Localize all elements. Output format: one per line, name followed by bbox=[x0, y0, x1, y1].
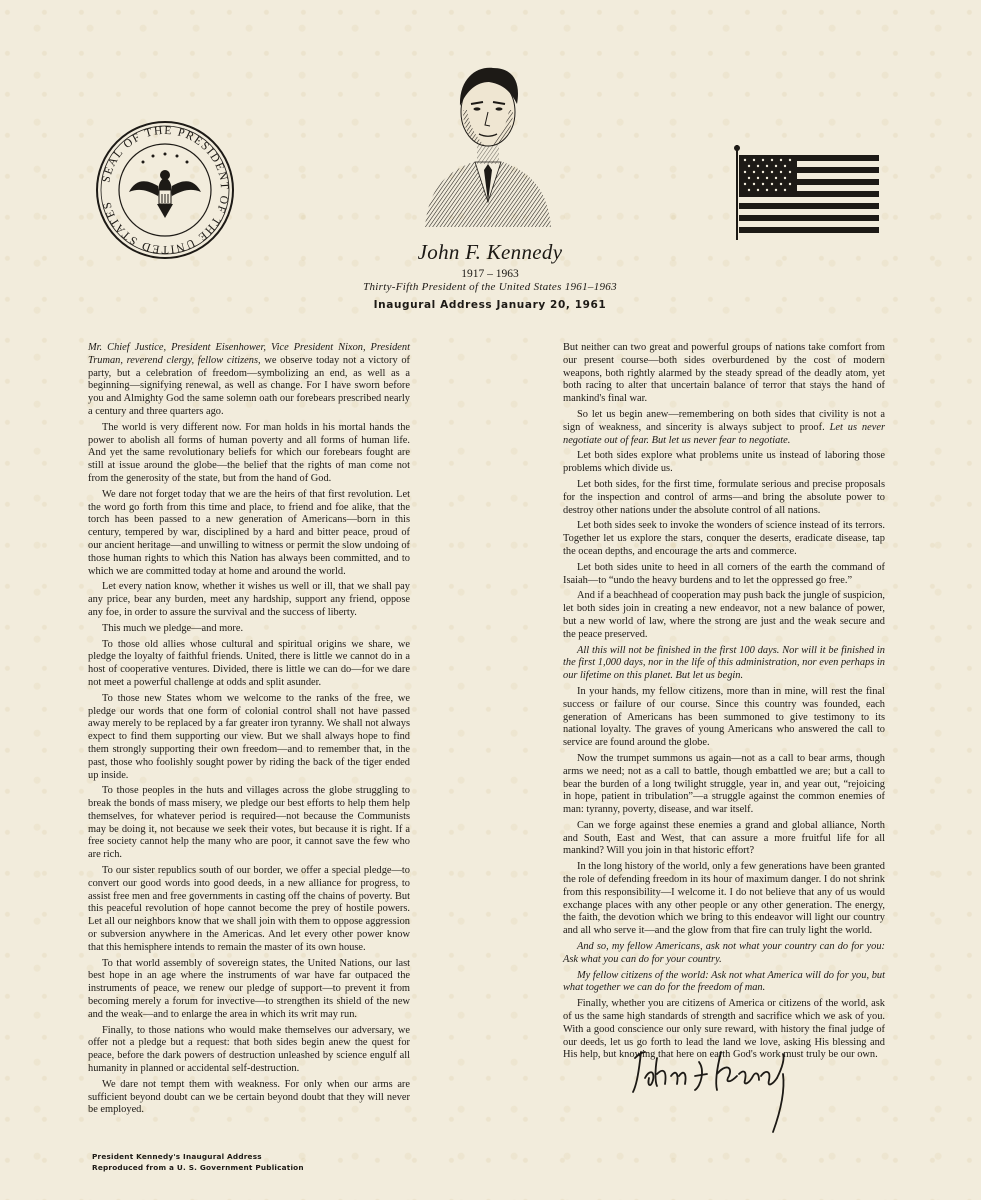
signature-icon bbox=[625, 1040, 805, 1140]
speech-paragraph: All this will not be finished in the first 100 days. Nor will it be finished in the first 1,000 days, nor in the life of this administration, nor even perhaps in our lifetime on this planet. But let us begin. bbox=[563, 644, 885, 682]
speech-paragraph: But neither can two great and powerful groups of nations take comfort from our present course—both sides overburdened by the cost of modern weapons, both rightly alarmed by the steady spread of the deadly atom, yet both racing to alter that uncertain balance of terror that stays the hand of mankind's final war. bbox=[563, 342, 885, 405]
speech-paragraph: Let every nation know, whether it wishes us well or ill, that we shall pay any price, bear any burden, meet any hardship, support any friend, oppose any foe, in order to assure the survival and the success of liberty. bbox=[88, 581, 410, 618]
speech-column-right bbox=[563, 342, 885, 1065]
speech-paragraph: To our sister republics south of our border, we offer a special pledge—to convert our good words into good deeds, in a new alliance for progress, to assist free men and free governments in casting off the chains of poverty. But this peaceful revolution of hope cannot become the prey of hostile powers. Let all our neighbors know that we shall join with them to oppose aggression or subversion anywhere in the Americas. And let every other power know that this hemisphere intends to remain the master of its own house. bbox=[88, 865, 410, 953]
speech-paragraph: And so, my fellow Americans, ask not what your country can do for you: Ask what you can do for your country. bbox=[563, 941, 885, 965]
speech-paragraph: To those new States whom we welcome to the ranks of the free, we pledge our words that one form of colonial control shall not have passed away merely to be replaced by a far greater iron tyranny. We shall not always expect to find them supporting our view. But we shall always hope to find them strongly supporting their own freedom—and to remember that, in the past, those who foolishly sought power by riding the back of the tiger ended up inside. bbox=[88, 692, 410, 781]
speech-paragraph: Let both sides, for the first time, formulate serious and precise proposals for the inspection and control of arms—and bring the absolute power to destroy other nations under the absolute control of all nations. bbox=[563, 478, 885, 516]
speech-paragraph: To those old allies whose cultural and spiritual origins we share, we pledge the loyalty of faithful friends. United, there is little we cannot do in a host of cooperative ventures. Divided, there is little we can do—for we dare not meet a powerful challenge at odds and split asunder. bbox=[88, 638, 410, 688]
speech-paragraph: This much we pledge—and more. bbox=[102, 622, 244, 634]
speech-paragraph: Now the trumpet summons us again—not as a call to bear arms, though arms we need; not as a call to battle, though embattled we are; but a call to bear the burden of a long twilight struggle, year in, and year out, “rejoicing in hope, patient in tribulation”—a struggle against the common enemies of man: tyranny, poverty, disease, and war itself. bbox=[563, 752, 885, 816]
portrait-icon bbox=[423, 52, 553, 227]
speech-paragraph: Can we forge against these enemies a grand and global alliance, North and South, East and West, that can assure a more fruitful life for all mankind? Will you join in that historic effort? bbox=[563, 819, 885, 857]
speech-paragraph: Let both sides seek to invoke the wonders of science instead of its terrors. Together let us explore the stars, conquer the deserts, eradicate disease, tap the ocean depths, and encourage the arts and commerce. bbox=[563, 520, 885, 557]
speech-paragraph: We dare not forget today that we are the heirs of that first revolution. Let the word go forth from this time and place, to friend and foe alike, that the torch has been passed to a new generation of Americans—born in this century, tempered by war, disciplined by a hard and bitter peace, proud of our ancient heritage—and unwilling to witness or permit the slow undoing of those human rights to which this Nation has always been committed, and to which we are committed today at home and around the world. bbox=[88, 488, 410, 577]
president-name: John F. Kennedy bbox=[417, 240, 563, 264]
speech-paragraph: In your hands, my fellow citizens, more than in mine, will rest the final success or failure of our course. Since this country was founded, each generation of Americans has been summoned to give testimony to its national loyalty. The graves of young Americans who answered the call to service are found around the globe. bbox=[563, 685, 885, 749]
speech-paragraph: Let both sides unite to heed in all corners of the earth the command of Isaiah—to “undo the heavy burdens and to let the oppressed go free.” bbox=[563, 561, 885, 586]
life-years: 1917 – 1963 bbox=[461, 268, 519, 280]
speech-paragraph: My fellow citizens of the world: Ask not what America will do for you, but what together we can do for the freedom of man. bbox=[563, 969, 885, 994]
speech-paragraph: And if a beachhead of cooperation may push back the jungle of suspicion, let both sides join in creating a new endeavor, not a new balance of power, but a new world of law, where the strong are just and the weak secure and the peace preserved. bbox=[563, 590, 885, 640]
speech-paragraph: We dare not tempt them with weakness. For only when our arms are sufficient beyond doubt can we be certain beyond doubt that they will never be employed. bbox=[88, 1078, 410, 1116]
speech-paragraph: Finally, whether you are citizens of America or citizens of the world, ask of us the same high standards of strength and sacrifice which we ask of you. With a good conscience our only sure reward, with history the final judge of our deeds, let us go forth to lead the land we love, asking His blessing and His help, but knowing that here on earth God's work must truly be our own. bbox=[563, 998, 885, 1061]
footer-line-2: Reproduced from a U. S. Government Publication bbox=[92, 1162, 304, 1172]
title-block bbox=[300, 240, 680, 311]
presidency-subtitle: Thirty-Fifth President of the United States 1961–1963 bbox=[363, 281, 617, 293]
footer-credit bbox=[92, 1152, 304, 1173]
speech-paragraph: The world is very different now. For man holds in his mortal hands the power to abolish all forms of human poverty and all forms of human life. And yet the same revolutionary beliefs for which our forebears fought are still at issue around the globe—the belief that the rights of man come not from the generosity of the state, but from the hand of God. bbox=[88, 421, 410, 484]
us-flag-icon bbox=[733, 145, 881, 240]
speech-paragraph: Finally, to those nations who would make themselves our adversary, we offer not a pledge but a request: that both sides begin anew the quest for peace, before the dark powers of destruction unleashed by science engulf all humanity in planned or accidental self-destruction. bbox=[88, 1024, 410, 1075]
speech-paragraph: So let us begin anew—remembering on both sides that civility is not a sign of weakness, and sincerity is always subject to proof. Let us never negotiate out of fear. But let us never fear to negotiate. bbox=[563, 408, 885, 446]
presidential-seal-icon bbox=[95, 120, 235, 260]
speech-paragraph: To that world assembly of sovereign states, the United Nations, our last best hope in an age where the instruments of war have far outpaced the instruments of peace, we renew our pledge of support—to prevent it from becoming merely a forum for invective—to strengthen its shield of the new and the weak—and to enlarge the area in which its writ may run. bbox=[88, 957, 410, 1020]
speech-paragraph: Mr. Chief Justice, President Eisenhower, Vice President Nixon, President Truman, reverend clergy, fellow citizens, we observe today not a victory of party, but a celebration of freedom—symbolizing an end, as well as a beginning—signifying renewal, as well as change. For I have sworn before you and Almighty God the same solemn oath our forebears prescribed nearly a century and three quarters ago. bbox=[88, 342, 410, 417]
speech-column-left bbox=[88, 342, 410, 1120]
speech-paragraph: Let both sides explore what problems unite us instead of laboring those problems which divide us. bbox=[563, 450, 885, 475]
speech-paragraph: To those peoples in the huts and villages across the globe struggling to break the bonds of mass misery, we pledge our best efforts to help them help themselves, for whatever period is required—not because the Communists may be doing it, not because we seek their votes, but because it is right. If a free society cannot help the many who are poor, it cannot save the few who are rich. bbox=[88, 785, 410, 861]
speech-paragraph: In the long history of the world, only a few generations have been granted the role of defending freedom in its hour of maximum danger. I do not shrink from this responsibility—I welcome it. I do not believe that any of us would exchange places with any other people or any other generation. The energy, the faith, the devotion which we bring to this endeavor will light our country and all who serve it—and the glow from that fire can truly light the world. bbox=[563, 861, 885, 937]
seal-ring-text: SEAL OF THE PRESIDENT OF THE UNITED STATES bbox=[100, 124, 231, 256]
footer-line-1: President Kennedy's Inaugural Address bbox=[92, 1152, 262, 1161]
address-title: Inaugural Address January 20, 1961 bbox=[373, 299, 607, 311]
